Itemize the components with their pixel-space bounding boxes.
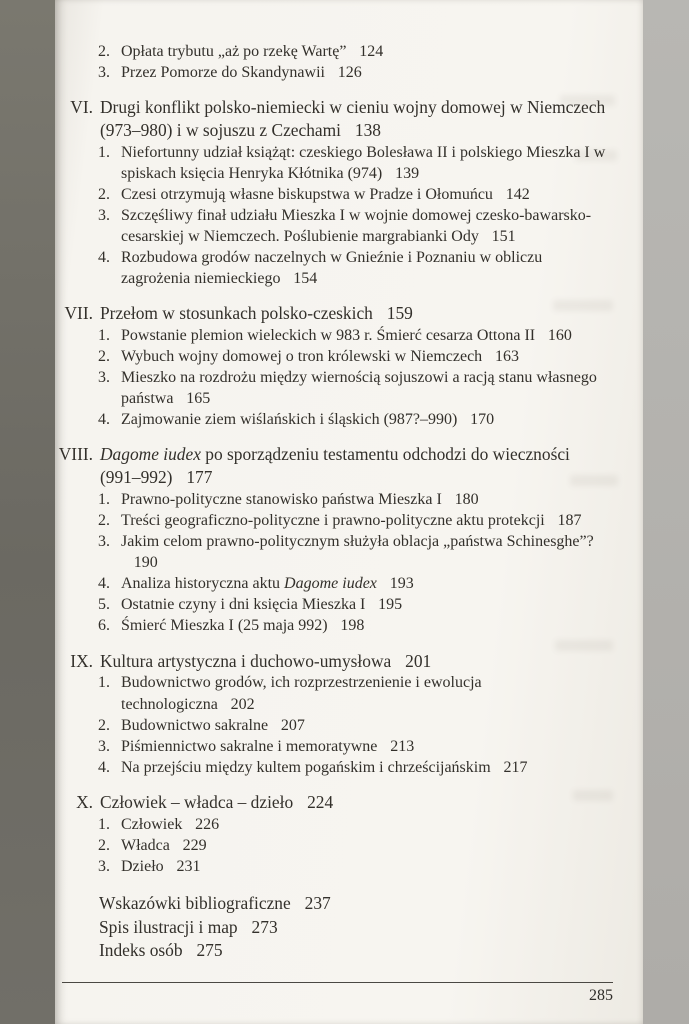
toc-page-ref: 142 <box>505 186 530 204</box>
book-page <box>55 0 643 1024</box>
toc-chapter-items <box>58 142 610 289</box>
toc-page-ref: 229 <box>182 836 207 854</box>
toc-chapter-heading <box>58 96 610 142</box>
toc-chapter-title: Przełom w stosunkach polsko-czeskich 159 <box>100 303 413 324</box>
toc-back-matter-entry <box>99 916 610 940</box>
toc-item-number: 2. <box>98 348 110 366</box>
toc-item-text: Powstanie plemion wieleckich w 983 r. Śmierć cesarza Ottona II 160 <box>121 327 572 345</box>
toc-item-number: 1. <box>98 144 110 161</box>
toc-item <box>98 615 610 636</box>
toc-item-text: Mieszko na rozdrożu między wiernością sojuszowi a racją stanu własnego państwa 165 <box>121 369 597 408</box>
toc-item <box>98 594 610 615</box>
toc-page-ref: 170 <box>470 411 495 429</box>
toc-page-ref: 213 <box>390 737 415 755</box>
toc-item-text: Niefortunny udział książąt: czeskiego Bolesława II i polskiego Mieszka I w spiskach księcia Henryka Kłótnika (974) 139 <box>121 144 606 183</box>
toc-chapter-numeral: X. <box>76 791 93 812</box>
toc-chapter-numeral: VIII. <box>58 444 93 465</box>
toc-item-number: 5. <box>98 596 110 614</box>
toc-item-number: 2. <box>98 186 110 204</box>
toc-section <box>58 791 610 877</box>
table-of-contents <box>58 41 610 963</box>
toc-item-number: 4. <box>98 249 110 267</box>
toc-chapter-heading <box>58 650 610 673</box>
toc-page-ref: 165 <box>186 390 211 408</box>
toc-item-text: Przez Pomorze do Skandynawii 126 <box>121 64 362 82</box>
toc-item-number: 2. <box>98 716 110 734</box>
toc-item <box>98 510 610 531</box>
toc-intro <box>58 41 610 83</box>
toc-page-ref: 195 <box>378 596 403 614</box>
toc-item <box>98 205 610 247</box>
toc-item-number: 3. <box>98 207 110 225</box>
toc-chapter-numeral: VII. <box>64 303 93 324</box>
toc-item <box>98 835 610 856</box>
toc-item-text: Władca 229 <box>121 836 207 854</box>
toc-item-number: 3. <box>98 737 110 755</box>
toc-item <box>98 814 610 835</box>
toc-item <box>98 325 610 346</box>
toc-back-matter-text: Indeks osób 275 <box>99 940 223 961</box>
toc-section <box>58 96 610 289</box>
toc-item-text: Dzieło 231 <box>121 857 201 875</box>
toc-page-ref: 139 <box>395 165 420 183</box>
toc-page-ref: 201 <box>405 650 432 671</box>
toc-item <box>98 409 610 430</box>
toc-item-text: Śmierć Mieszka I (25 maja 992) 198 <box>121 617 365 635</box>
toc-item-number: 3. <box>98 857 110 875</box>
toc-chapter-title: Dagome iudex po sporządzeniu testamentu odchodzi do wieczności (991–992) 177 <box>100 444 570 488</box>
toc-back-matter-text: Spis ilustracji i map 273 <box>99 916 278 937</box>
toc-item <box>98 856 610 877</box>
toc-back-matter-text: Wskazówki bibliograficzne 237 <box>99 892 331 913</box>
toc-section <box>58 443 610 636</box>
toc-item <box>98 715 610 736</box>
toc-item <box>98 672 610 714</box>
toc-item-number: 4. <box>98 575 110 593</box>
toc-chapter-title: Człowiek – władca – dzieło 224 <box>100 791 334 812</box>
toc-section <box>58 302 610 430</box>
toc-item <box>98 142 610 184</box>
toc-item-text: Piśmiennictwo sakralne i memoratywne 213 <box>121 737 415 755</box>
toc-page-ref: 138 <box>354 120 381 141</box>
toc-item-text: Budownictwo grodów, ich rozprzestrzenienie i ewolucja technologiczna 202 <box>121 674 482 713</box>
toc-back-matter-entry <box>99 892 610 916</box>
toc-sections <box>58 96 610 877</box>
toc-chapter-heading <box>58 791 610 814</box>
toc-item-number: 1. <box>98 491 110 509</box>
toc-chapter-title: Kultura artystyczna i duchowo-umysłowa 201 <box>100 650 432 671</box>
background-left-band <box>0 0 55 1024</box>
toc-item-text: Analiza historyczna aktu Dagome iudex 193 <box>121 575 414 593</box>
toc-page-ref: 224 <box>307 791 334 812</box>
toc-item <box>98 573 610 594</box>
toc-chapter-title: Drugi konflikt polsko-niemiecki w cieniu wojny domowej w Niemczech (973–980) i w sojuszu z Czechami 138 <box>100 97 606 141</box>
page-footer <box>62 982 613 1005</box>
toc-item-number: 3. <box>98 533 110 551</box>
toc-chapter-numeral: VI. <box>70 97 93 118</box>
toc-item-text: Na przejściu między kultem pogańskim i chrześcijańskim 217 <box>121 758 528 776</box>
page-number: 285 <box>589 987 613 1004</box>
toc-item-text: Jakim celom prawno-politycznym służyła oblacja „państwa Schinesghe”?190 <box>121 533 594 572</box>
toc-item-text: Człowiek 226 <box>121 815 220 833</box>
toc-page-ref: 231 <box>176 857 201 875</box>
toc-page-ref: 159 <box>386 303 413 324</box>
toc-page-ref: 154 <box>293 270 318 288</box>
toc-item-text: Ostatnie czyny i dni księcia Mieszka I 195 <box>121 596 403 614</box>
toc-item <box>98 62 610 83</box>
toc-page-ref: 190 <box>133 554 158 572</box>
toc-item-text: Opłata trybutu „aż po rzekę Wartę” 124 <box>121 43 384 60</box>
toc-page-ref: 177 <box>186 467 213 488</box>
toc-item-number: 2. <box>98 512 110 530</box>
background-right-band <box>643 0 689 1024</box>
toc-item-number: 4. <box>98 411 110 429</box>
toc-item <box>98 489 610 510</box>
toc-item-number: 2. <box>98 836 110 854</box>
toc-page-ref: 275 <box>196 940 223 961</box>
toc-item-number: 2. <box>98 43 110 60</box>
toc-page-ref: 180 <box>454 491 479 509</box>
toc-item-text: Zajmowanie ziem wiślańskich i śląskich (987?–990) 170 <box>121 411 495 429</box>
toc-page-ref: 207 <box>280 716 305 734</box>
toc-page-ref: 217 <box>503 758 528 776</box>
toc-chapter-numeral: IX. <box>70 650 93 671</box>
toc-page-ref: 198 <box>340 617 365 635</box>
toc-item <box>98 247 610 289</box>
toc-item-number: 3. <box>98 64 110 82</box>
toc-page-ref: 193 <box>389 575 414 593</box>
toc-chapter-items <box>58 672 610 777</box>
toc-chapter-heading <box>58 443 610 489</box>
toc-back-matter <box>99 892 610 964</box>
toc-item <box>98 346 610 367</box>
toc-item-number: 1. <box>98 327 110 345</box>
toc-item-text: Budownictwo sakralne 207 <box>121 716 305 734</box>
toc-item <box>98 757 610 778</box>
toc-back-matter-entry <box>99 939 610 963</box>
toc-item-text: Prawno-polityczne stanowisko państwa Mieszka I 180 <box>121 491 479 509</box>
toc-chapter-items <box>58 325 610 430</box>
toc-page-ref: 226 <box>195 815 220 833</box>
toc-item-text: Szczęśliwy finał udziału Mieszka I w wojnie domowej czesko-bawarsko-cesarskiej w Niemczech. Poślubienie margrabianki Ody 151 <box>121 207 592 246</box>
toc-page-ref: 124 <box>359 43 384 60</box>
toc-section <box>58 650 610 778</box>
toc-page-ref: 187 <box>557 512 582 530</box>
toc-item-number: 1. <box>98 674 110 692</box>
toc-page-ref: 126 <box>337 64 362 82</box>
toc-item-text: Treści geograficzno-polityczne i prawno-polityczne aktu protekcji 187 <box>121 512 582 530</box>
toc-page-ref: 202 <box>230 695 255 713</box>
toc-item-text: Wybuch wojny domowej o tron królewski w Niemczech 163 <box>121 348 519 366</box>
toc-item-number: 4. <box>98 758 110 776</box>
toc-item <box>98 736 610 757</box>
toc-item <box>98 184 610 205</box>
toc-item-text: Rozbudowa grodów naczelnych w Gnieźnie i Poznaniu w obliczu zagrożenia niemieckiego 154 <box>121 249 543 288</box>
toc-page-ref: 237 <box>304 892 331 913</box>
toc-chapter-items <box>58 814 610 877</box>
toc-page-ref: 163 <box>494 348 519 366</box>
toc-page-ref: 151 <box>491 228 516 246</box>
toc-page-ref: 273 <box>251 916 278 937</box>
toc-item-text: Czesi otrzymują własne biskupstwa w Pradze i Ołomuńcu 142 <box>121 186 530 204</box>
toc-item <box>98 531 610 573</box>
toc-item <box>98 367 610 409</box>
toc-chapter-heading <box>58 302 610 325</box>
toc-chapter-items <box>58 489 610 636</box>
toc-item-number: 6. <box>98 617 110 635</box>
toc-item-number: 3. <box>98 369 110 387</box>
toc-item <box>98 41 610 62</box>
toc-item-number: 1. <box>98 815 110 833</box>
toc-page-ref: 160 <box>547 327 572 345</box>
